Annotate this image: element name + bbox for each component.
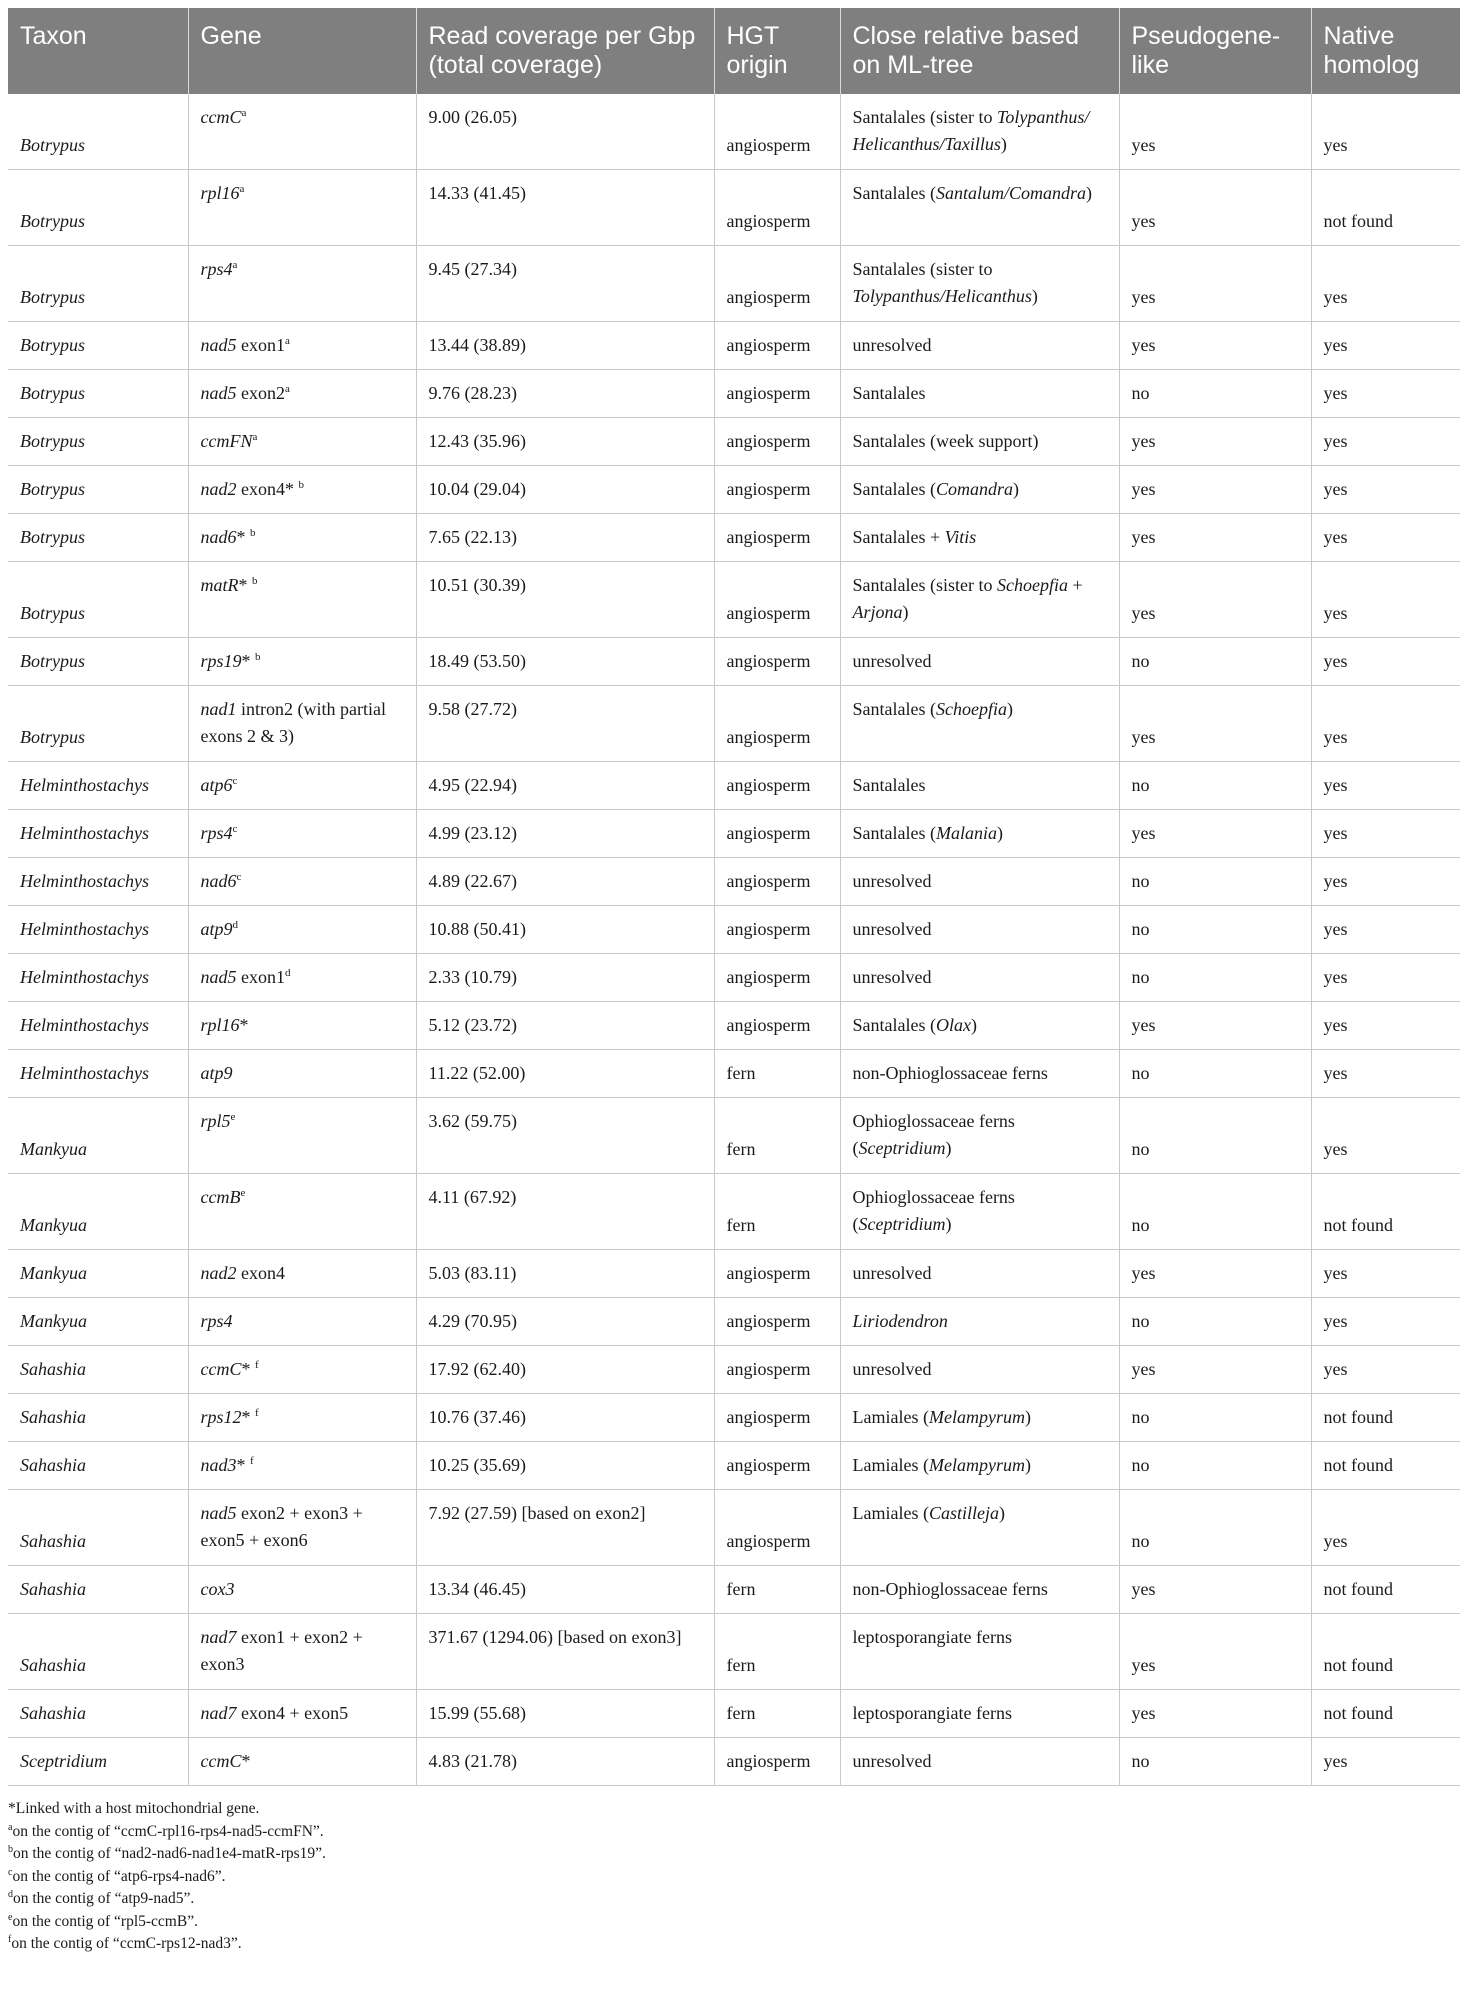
- cell-close-relative: non-Ophioglossaceae ferns: [840, 1050, 1119, 1098]
- cell-coverage: 4.99 (23.12): [416, 810, 714, 858]
- cell-gene: atp6$^c$: [188, 762, 416, 810]
- cell-pseudogene: no: [1119, 638, 1311, 686]
- cell-hgt-origin: angiosperm: [714, 1490, 840, 1566]
- table-row: [8, 762, 1460, 810]
- cell-coverage: 7.92 (27.59) [based on exon2]: [416, 1490, 714, 1566]
- cell-gene: rps19* $^b$: [188, 638, 416, 686]
- cell-close-relative: Santalales: [840, 762, 1119, 810]
- cell-close-relative: Santalales (sister to Tolypanthus/ Helicanthus/Taxillus): [840, 94, 1119, 170]
- cell-taxon: Sahashia: [8, 1442, 188, 1490]
- cell-native-homolog: yes: [1311, 810, 1460, 858]
- cell-hgt-origin: angiosperm: [714, 638, 840, 686]
- cell-native-homolog: yes: [1311, 562, 1460, 638]
- cell-native-homolog: not found: [1311, 1690, 1460, 1738]
- cell-close-relative: leptosporangiate ferns: [840, 1690, 1119, 1738]
- cell-native-homolog: not found: [1311, 170, 1460, 246]
- cell-taxon: Botrypus: [8, 418, 188, 466]
- table-row: [8, 906, 1460, 954]
- cell-hgt-origin: angiosperm: [714, 246, 840, 322]
- cell-pseudogene: yes: [1119, 686, 1311, 762]
- cell-hgt-origin: angiosperm: [714, 466, 840, 514]
- cell-taxon: Mankyua: [8, 1174, 188, 1250]
- footnote: $^e$on the contig of “rpl5-ccmB”.: [8, 1911, 198, 1930]
- cell-gene: nad2 exon4* $^b$: [188, 466, 416, 514]
- cell-pseudogene: no: [1119, 762, 1311, 810]
- header-close-relative: Close relative based on ML-tree: [840, 8, 1119, 94]
- cell-pseudogene: yes: [1119, 246, 1311, 322]
- table-row: [8, 954, 1460, 1002]
- cell-taxon: Botrypus: [8, 638, 188, 686]
- table-row: [8, 170, 1460, 246]
- cell-close-relative: Santalales + Vitis: [840, 514, 1119, 562]
- footnote: $^d$on the contig of “atp9-nad5”.: [8, 1888, 195, 1907]
- cell-hgt-origin: angiosperm: [714, 370, 840, 418]
- cell-coverage: 15.99 (55.68): [416, 1690, 714, 1738]
- cell-close-relative: Ophioglossaceae ferns (Sceptridium): [840, 1098, 1119, 1174]
- cell-coverage: 17.92 (62.40): [416, 1346, 714, 1394]
- cell-coverage: 12.43 (35.96): [416, 418, 714, 466]
- table-row: [8, 638, 1460, 686]
- cell-native-homolog: yes: [1311, 1738, 1460, 1786]
- cell-taxon: Sahashia: [8, 1614, 188, 1690]
- cell-pseudogene: no: [1119, 1098, 1311, 1174]
- table-row: [8, 562, 1460, 638]
- cell-coverage: 13.44 (38.89): [416, 322, 714, 370]
- table-row: [8, 1394, 1460, 1442]
- cell-gene: ccmB$^e$: [188, 1174, 416, 1250]
- table-header: [8, 8, 1460, 94]
- cell-gene: ccmC*: [188, 1738, 416, 1786]
- cell-pseudogene: yes: [1119, 810, 1311, 858]
- cell-pseudogene: no: [1119, 1174, 1311, 1250]
- table-row: [8, 1098, 1460, 1174]
- table-footnotes: [8, 1798, 1460, 1956]
- cell-hgt-origin: angiosperm: [714, 562, 840, 638]
- cell-gene: nad7 exon4 + exon5: [188, 1690, 416, 1738]
- cell-close-relative: Santalales (Comandra): [840, 466, 1119, 514]
- cell-native-homolog: yes: [1311, 762, 1460, 810]
- cell-coverage: 4.11 (67.92): [416, 1174, 714, 1250]
- cell-coverage: 11.22 (52.00): [416, 1050, 714, 1098]
- cell-taxon: Helminthostachys: [8, 810, 188, 858]
- header-pseudogene: Pseudogene-like: [1119, 8, 1311, 94]
- footnote: $^b$on the contig of “nad2-nad6-nad1e4-matR-rps19”.: [8, 1843, 326, 1862]
- cell-pseudogene: yes: [1119, 1346, 1311, 1394]
- cell-taxon: Mankyua: [8, 1298, 188, 1346]
- cell-pseudogene: no: [1119, 858, 1311, 906]
- cell-hgt-origin: fern: [714, 1050, 840, 1098]
- cell-hgt-origin: fern: [714, 1174, 840, 1250]
- cell-gene: rpl16*: [188, 1002, 416, 1050]
- cell-gene: nad5 exon1$^d$: [188, 954, 416, 1002]
- cell-native-homolog: not found: [1311, 1442, 1460, 1490]
- cell-pseudogene: yes: [1119, 418, 1311, 466]
- cell-hgt-origin: angiosperm: [714, 1346, 840, 1394]
- cell-pseudogene: no: [1119, 1394, 1311, 1442]
- cell-taxon: Botrypus: [8, 246, 188, 322]
- cell-coverage: 18.49 (53.50): [416, 638, 714, 686]
- cell-gene: rps4$^c$: [188, 810, 416, 858]
- footnote: $^c$on the contig of “atp6-rps4-nad6”.: [8, 1866, 226, 1885]
- cell-coverage: 10.25 (35.69): [416, 1442, 714, 1490]
- cell-gene: ccmC$^a$: [188, 94, 416, 170]
- cell-hgt-origin: angiosperm: [714, 1298, 840, 1346]
- cell-hgt-origin: fern: [714, 1566, 840, 1614]
- cell-hgt-origin: angiosperm: [714, 954, 840, 1002]
- cell-pseudogene: yes: [1119, 562, 1311, 638]
- table-row: [8, 514, 1460, 562]
- cell-native-homolog: yes: [1311, 1298, 1460, 1346]
- cell-hgt-origin: angiosperm: [714, 1250, 840, 1298]
- cell-taxon: Botrypus: [8, 466, 188, 514]
- footnote: *Linked with a host mitochondrial gene.: [8, 1800, 260, 1817]
- cell-taxon: Sahashia: [8, 1566, 188, 1614]
- cell-hgt-origin: angiosperm: [714, 514, 840, 562]
- cell-hgt-origin: angiosperm: [714, 94, 840, 170]
- cell-taxon: Botrypus: [8, 322, 188, 370]
- cell-taxon: Botrypus: [8, 562, 188, 638]
- cell-native-homolog: yes: [1311, 514, 1460, 562]
- cell-native-homolog: yes: [1311, 370, 1460, 418]
- cell-gene: rps4: [188, 1298, 416, 1346]
- cell-taxon: Sahashia: [8, 1346, 188, 1394]
- cell-native-homolog: yes: [1311, 686, 1460, 762]
- cell-taxon: Botrypus: [8, 94, 188, 170]
- cell-close-relative: non-Ophioglossaceae ferns: [840, 1566, 1119, 1614]
- cell-native-homolog: yes: [1311, 1002, 1460, 1050]
- cell-close-relative: Santalales (Schoepfia): [840, 686, 1119, 762]
- table-row: [8, 1250, 1460, 1298]
- cell-pseudogene: yes: [1119, 1250, 1311, 1298]
- cell-close-relative: Liriodendron: [840, 1298, 1119, 1346]
- cell-close-relative: Lamiales (Castilleja): [840, 1490, 1119, 1566]
- cell-close-relative: unresolved: [840, 858, 1119, 906]
- cell-hgt-origin: angiosperm: [714, 858, 840, 906]
- cell-hgt-origin: angiosperm: [714, 1738, 840, 1786]
- table-row: [8, 1050, 1460, 1098]
- cell-coverage: 13.34 (46.45): [416, 1566, 714, 1614]
- cell-gene: nad6* $^b$: [188, 514, 416, 562]
- cell-hgt-origin: angiosperm: [714, 762, 840, 810]
- cell-taxon: Botrypus: [8, 170, 188, 246]
- cell-taxon: Mankyua: [8, 1250, 188, 1298]
- cell-pseudogene: no: [1119, 1442, 1311, 1490]
- cell-pseudogene: yes: [1119, 1002, 1311, 1050]
- table-container: [8, 8, 1460, 1956]
- cell-hgt-origin: fern: [714, 1690, 840, 1738]
- cell-pseudogene: no: [1119, 1050, 1311, 1098]
- cell-native-homolog: yes: [1311, 322, 1460, 370]
- table-row: [8, 1738, 1460, 1786]
- cell-coverage: 10.04 (29.04): [416, 466, 714, 514]
- cell-native-homolog: yes: [1311, 466, 1460, 514]
- cell-close-relative: Ophioglossaceae ferns (Sceptridium): [840, 1174, 1119, 1250]
- cell-coverage: 7.65 (22.13): [416, 514, 714, 562]
- cell-gene: nad3* $^f$: [188, 1442, 416, 1490]
- cell-coverage: 5.12 (23.72): [416, 1002, 714, 1050]
- cell-pseudogene: no: [1119, 1298, 1311, 1346]
- cell-gene: nad7 exon1 + exon2 + exon3: [188, 1614, 416, 1690]
- cell-gene: ccmC* $^f$: [188, 1346, 416, 1394]
- cell-native-homolog: yes: [1311, 1490, 1460, 1566]
- cell-gene: atp9: [188, 1050, 416, 1098]
- cell-native-homolog: yes: [1311, 418, 1460, 466]
- cell-native-homolog: yes: [1311, 1098, 1460, 1174]
- cell-native-homolog: yes: [1311, 94, 1460, 170]
- cell-taxon: Helminthostachys: [8, 954, 188, 1002]
- cell-hgt-origin: angiosperm: [714, 418, 840, 466]
- header-coverage: Read coverage per Gbp (total coverage): [416, 8, 714, 94]
- table-row: [8, 1566, 1460, 1614]
- cell-gene: cox3: [188, 1566, 416, 1614]
- cell-close-relative: Santalales (Santalum/Comandra): [840, 170, 1119, 246]
- cell-pseudogene: yes: [1119, 514, 1311, 562]
- cell-hgt-origin: fern: [714, 1098, 840, 1174]
- table-row: [8, 94, 1460, 170]
- cell-close-relative: unresolved: [840, 1250, 1119, 1298]
- cell-coverage: 10.88 (50.41): [416, 906, 714, 954]
- cell-close-relative: unresolved: [840, 1738, 1119, 1786]
- cell-pseudogene: no: [1119, 1738, 1311, 1786]
- cell-gene: rpl5e: [188, 1098, 416, 1174]
- cell-coverage: 5.03 (83.11): [416, 1250, 714, 1298]
- cell-taxon: Sahashia: [8, 1490, 188, 1566]
- cell-hgt-origin: angiosperm: [714, 686, 840, 762]
- table-row: [8, 370, 1460, 418]
- cell-hgt-origin: fern: [714, 1614, 840, 1690]
- cell-pseudogene: yes: [1119, 322, 1311, 370]
- table-row: [8, 1346, 1460, 1394]
- table-row: [8, 810, 1460, 858]
- cell-pseudogene: yes: [1119, 94, 1311, 170]
- cell-native-homolog: yes: [1311, 906, 1460, 954]
- table-row: [8, 418, 1460, 466]
- cell-taxon: Botrypus: [8, 686, 188, 762]
- cell-taxon: Helminthostachys: [8, 1050, 188, 1098]
- cell-coverage: 10.76 (37.46): [416, 1394, 714, 1442]
- cell-native-homolog: yes: [1311, 1250, 1460, 1298]
- cell-close-relative: Lamiales (Melampyrum): [840, 1442, 1119, 1490]
- cell-hgt-origin: angiosperm: [714, 170, 840, 246]
- cell-taxon: Sahashia: [8, 1690, 188, 1738]
- cell-pseudogene: yes: [1119, 466, 1311, 514]
- cell-coverage: 4.29 (70.95): [416, 1298, 714, 1346]
- cell-native-homolog: yes: [1311, 246, 1460, 322]
- cell-native-homolog: yes: [1311, 1346, 1460, 1394]
- cell-close-relative: Lamiales (Melampyrum): [840, 1394, 1119, 1442]
- cell-coverage: 9.00 (26.05): [416, 94, 714, 170]
- cell-coverage: 3.62 (59.75): [416, 1098, 714, 1174]
- table-row: [8, 858, 1460, 906]
- cell-gene: atp9$^d$: [188, 906, 416, 954]
- cell-hgt-origin: angiosperm: [714, 1394, 840, 1442]
- hgt-table: [8, 8, 1460, 1786]
- cell-taxon: Botrypus: [8, 514, 188, 562]
- cell-close-relative: unresolved: [840, 638, 1119, 686]
- table-row: [8, 1614, 1460, 1690]
- cell-close-relative: Santalales (sister to Schoepfia + Arjona): [840, 562, 1119, 638]
- cell-gene: matR* $^b$: [188, 562, 416, 638]
- cell-gene: nad6$^c$: [188, 858, 416, 906]
- cell-coverage: 2.33 (10.79): [416, 954, 714, 1002]
- table-row: [8, 466, 1460, 514]
- cell-gene: rps12* $^f$: [188, 1394, 416, 1442]
- table-row: [8, 1002, 1460, 1050]
- table-row: [8, 1174, 1460, 1250]
- cell-close-relative: Santalales (Olax): [840, 1002, 1119, 1050]
- cell-taxon: Helminthostachys: [8, 906, 188, 954]
- cell-coverage: 9.45 (27.34): [416, 246, 714, 322]
- cell-gene: ccmFN$^a$: [188, 418, 416, 466]
- footnote: $^f$on the contig of “ccmC-rps12-nad3”.: [8, 1933, 242, 1952]
- cell-hgt-origin: angiosperm: [714, 322, 840, 370]
- cell-taxon: Helminthostachys: [8, 858, 188, 906]
- cell-taxon: Botrypus: [8, 370, 188, 418]
- cell-pseudogene: yes: [1119, 170, 1311, 246]
- cell-gene: nad1 intron2 (with partial exons 2 & 3): [188, 686, 416, 762]
- cell-coverage: 9.76 (28.23): [416, 370, 714, 418]
- cell-gene: rpl16$^a$: [188, 170, 416, 246]
- cell-hgt-origin: angiosperm: [714, 810, 840, 858]
- cell-taxon: Helminthostachys: [8, 762, 188, 810]
- cell-close-relative: Santalales (week support): [840, 418, 1119, 466]
- cell-close-relative: unresolved: [840, 1346, 1119, 1394]
- header-taxon: Taxon: [8, 8, 188, 94]
- cell-hgt-origin: angiosperm: [714, 906, 840, 954]
- cell-pseudogene: no: [1119, 954, 1311, 1002]
- cell-close-relative: unresolved: [840, 906, 1119, 954]
- cell-pseudogene: no: [1119, 370, 1311, 418]
- cell-native-homolog: yes: [1311, 638, 1460, 686]
- cell-close-relative: unresolved: [840, 322, 1119, 370]
- cell-gene: nad5 exon1$^a$: [188, 322, 416, 370]
- cell-native-homolog: not found: [1311, 1394, 1460, 1442]
- table-row: [8, 322, 1460, 370]
- cell-native-homolog: not found: [1311, 1174, 1460, 1250]
- cell-coverage: 9.58 (27.72): [416, 686, 714, 762]
- cell-taxon: Helminthostachys: [8, 1002, 188, 1050]
- cell-gene: nad5 exon2$^a$: [188, 370, 416, 418]
- cell-gene: nad5 exon2 + exon3 + exon5 + exon6: [188, 1490, 416, 1566]
- header-native-homolog: Native homolog: [1311, 8, 1460, 94]
- cell-hgt-origin: angiosperm: [714, 1002, 840, 1050]
- cell-coverage: 4.83 (21.78): [416, 1738, 714, 1786]
- cell-pseudogene: yes: [1119, 1690, 1311, 1738]
- cell-native-homolog: not found: [1311, 1566, 1460, 1614]
- cell-close-relative: Santalales: [840, 370, 1119, 418]
- cell-taxon: Sceptridium: [8, 1738, 188, 1786]
- cell-pseudogene: yes: [1119, 1566, 1311, 1614]
- table-row: [8, 1442, 1460, 1490]
- cell-coverage: 14.33 (41.45): [416, 170, 714, 246]
- header-hgt-origin: HGT origin: [714, 8, 840, 94]
- cell-coverage: 4.95 (22.94): [416, 762, 714, 810]
- table-row: [8, 1298, 1460, 1346]
- cell-gene: nad2 exon4: [188, 1250, 416, 1298]
- table-row: [8, 1490, 1460, 1566]
- cell-pseudogene: no: [1119, 906, 1311, 954]
- cell-native-homolog: yes: [1311, 1050, 1460, 1098]
- cell-hgt-origin: angiosperm: [714, 1442, 840, 1490]
- header-gene: Gene: [188, 8, 416, 94]
- cell-coverage: 10.51 (30.39): [416, 562, 714, 638]
- cell-coverage: 4.89 (22.67): [416, 858, 714, 906]
- cell-taxon: Mankyua: [8, 1098, 188, 1174]
- cell-native-homolog: not found: [1311, 1614, 1460, 1690]
- cell-pseudogene: yes: [1119, 1614, 1311, 1690]
- footnote: $^a$on the contig of “ccmC-rpl16-rps4-nad5-ccmFN”.: [8, 1821, 324, 1840]
- cell-native-homolog: yes: [1311, 858, 1460, 906]
- cell-close-relative: unresolved: [840, 954, 1119, 1002]
- cell-close-relative: Santalales (sister to Tolypanthus/Helicanthus): [840, 246, 1119, 322]
- table-row: [8, 246, 1460, 322]
- cell-pseudogene: no: [1119, 1490, 1311, 1566]
- cell-close-relative: Santalales (Malania): [840, 810, 1119, 858]
- cell-gene: rps4$^a$: [188, 246, 416, 322]
- cell-close-relative: leptosporangiate ferns: [840, 1614, 1119, 1690]
- cell-coverage: 371.67 (1294.06) [based on exon3]: [416, 1614, 714, 1690]
- cell-native-homolog: yes: [1311, 954, 1460, 1002]
- table-row: [8, 686, 1460, 762]
- table-body: [8, 94, 1460, 1786]
- cell-taxon: Sahashia: [8, 1394, 188, 1442]
- table-row: [8, 1690, 1460, 1738]
